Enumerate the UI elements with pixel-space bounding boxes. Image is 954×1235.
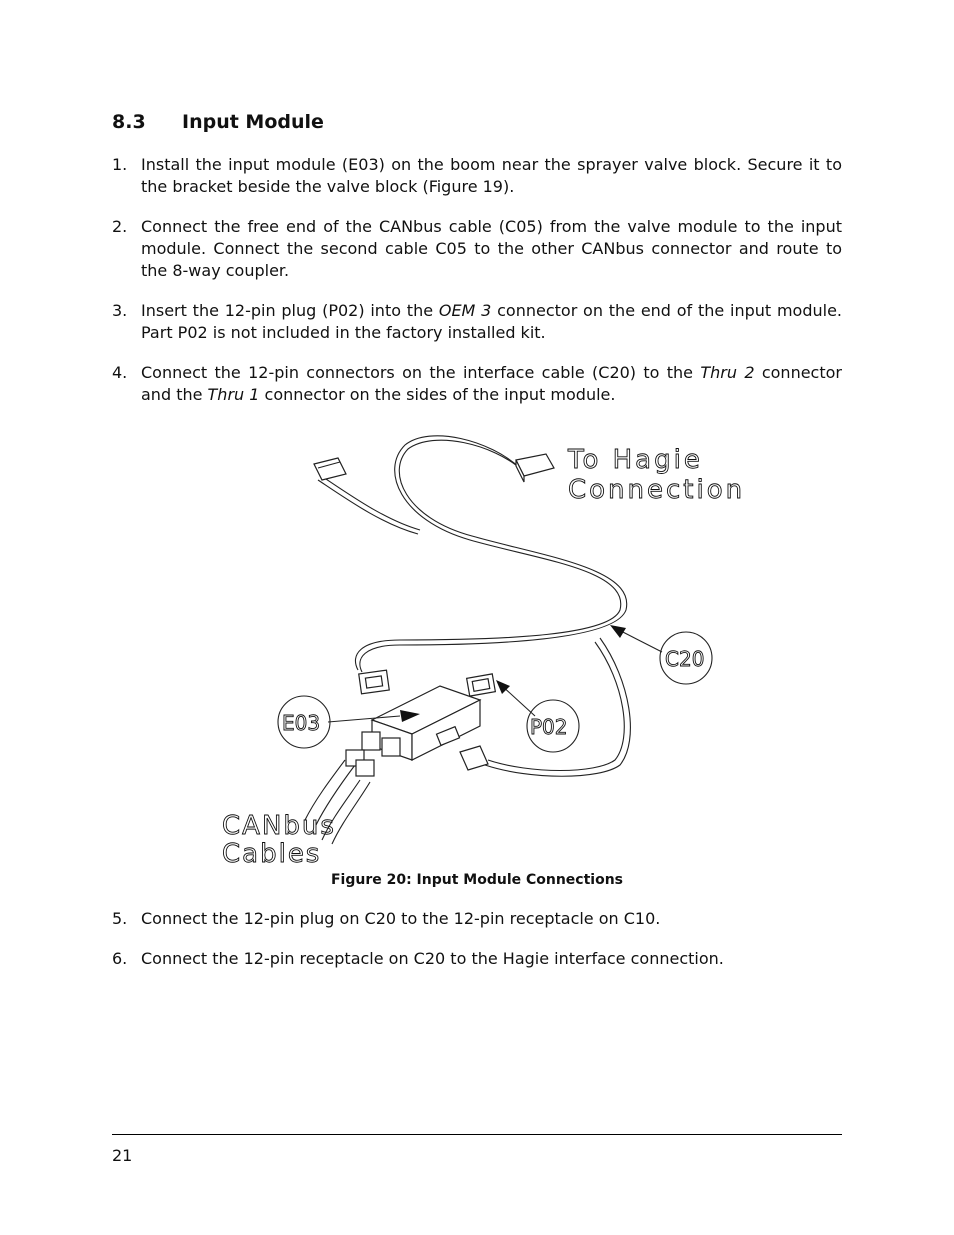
section-title: Input Module <box>182 111 324 133</box>
page-number: 21 <box>112 1146 133 1165</box>
step-text: Insert the 12-pin plug (P02) into the OEM 3 connector on the end of the input module. Part P02 is not included in the factory installed kit. <box>141 301 842 342</box>
section-heading <box>112 111 324 133</box>
section-number: 8.3 <box>112 111 146 133</box>
step-text: Connect the 12-pin connectors on the interface cable (C20) to the Thru 2 connector and the Thru 1 connector on the sides of the input module. <box>141 363 842 404</box>
step-1 <box>112 154 842 198</box>
step-5 <box>112 908 842 930</box>
connector-top-left <box>314 458 346 480</box>
figure-caption: Figure 20: Input Module Connections <box>330 872 624 888</box>
step-number: 1. <box>112 155 128 174</box>
canbus-label-line2: Cables <box>222 839 322 869</box>
step-number: 4. <box>112 363 128 382</box>
step-number: 3. <box>112 301 128 320</box>
hagie-connector <box>516 454 554 482</box>
module-connectors <box>346 732 400 776</box>
p02-leader-arrow <box>496 680 535 716</box>
step-text: Install the input module (E03) on the boom near the sprayer valve block. Secure it to the bracket beside the valve block (Figure 19). <box>141 155 842 196</box>
step-number: 2. <box>112 217 128 236</box>
step-6 <box>112 948 842 970</box>
c20-leader-arrow <box>610 625 662 652</box>
step-text: Connect the free end of the CANbus cable (C05) from the valve module to the input module. Connect the second cable C05 to the other CANbus connector and route to the 8-way coupler. <box>141 217 842 280</box>
connector-right <box>460 746 488 770</box>
hagie-label-line1: To Hagie <box>568 445 703 475</box>
e03-label: E03 <box>282 711 321 735</box>
footer-rule <box>112 1134 842 1135</box>
step-4 <box>112 362 842 406</box>
thru-connector <box>359 670 390 694</box>
step-number: 5. <box>112 909 128 928</box>
p02-label: P02 <box>530 715 568 739</box>
p02-plug <box>467 674 496 696</box>
input-module-connections-diagram <box>210 420 750 870</box>
step-3 <box>112 300 842 344</box>
c20-branch <box>485 638 630 776</box>
canbus-label-line1: CANbus <box>222 811 336 841</box>
step-2 <box>112 216 842 282</box>
hagie-label-line2: Connection <box>568 475 746 505</box>
step-number: 6. <box>112 949 128 968</box>
step-text: Connect the 12-pin plug on C20 to the 12-pin receptacle on C10. <box>141 909 661 928</box>
c20-label: C20 <box>665 647 705 671</box>
step-text: Connect the 12-pin receptacle on C20 to the Hagie interface connection. <box>141 949 724 968</box>
hagie-cable <box>320 475 420 530</box>
